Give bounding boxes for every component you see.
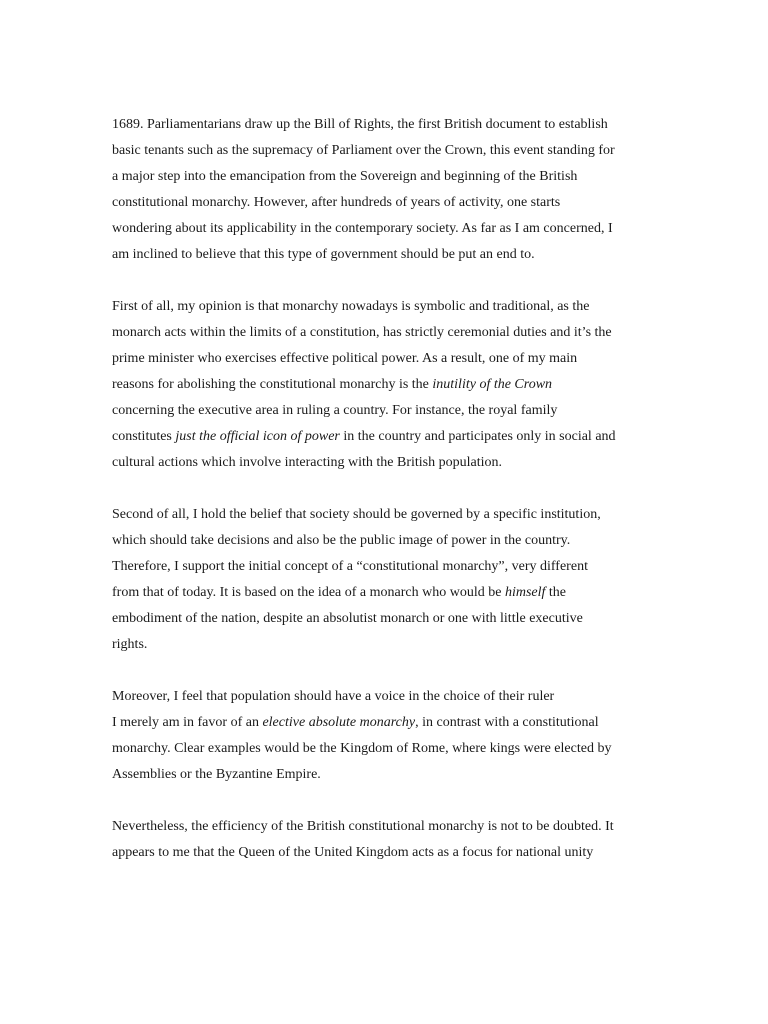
paragraph-gap bbox=[112, 788, 672, 814]
text-run: the bbox=[545, 585, 566, 600]
text-run: , in contrast with a constitutional bbox=[415, 715, 599, 730]
paragraph-gap bbox=[112, 268, 672, 294]
text-line bbox=[112, 372, 672, 398]
text-line bbox=[112, 346, 672, 372]
text-line bbox=[112, 606, 672, 632]
text-run: 1689. Parliamentarians draw up the Bill of Rights, the first British document to establish bbox=[112, 117, 608, 132]
text-run: from that of today. It is based on the idea of a monarch who would be bbox=[112, 585, 505, 600]
text-line bbox=[112, 814, 672, 840]
paragraph-4 bbox=[112, 684, 672, 788]
text-run: prime minister who exercises effective political power. As a result, one of my main bbox=[112, 351, 578, 366]
text-line bbox=[112, 112, 672, 138]
text-line bbox=[112, 320, 672, 346]
text-line bbox=[112, 840, 672, 866]
paragraph-gap bbox=[112, 476, 672, 502]
text-run: I merely am in favor of an bbox=[112, 715, 263, 730]
emphasis-text: just the official icon of power bbox=[175, 429, 340, 444]
text-run: monarch acts within the limits of a constitution, has strictly ceremonial duties and it’s the bbox=[112, 325, 612, 340]
text-line bbox=[112, 580, 672, 606]
emphasis-text: elective absolute monarchy bbox=[262, 715, 416, 730]
text-run: concerning the executive area in ruling a country. For instance, the royal family bbox=[112, 403, 558, 418]
text-line bbox=[112, 684, 672, 710]
text-run: Nevertheless, the efficiency of the British constitutional monarchy is not to be doubted. It bbox=[112, 819, 614, 834]
text-run: wondering about its applicability in the contemporary society. As far as I am concerned, I bbox=[112, 221, 613, 236]
paragraph-gap bbox=[112, 658, 672, 684]
text-run: rights. bbox=[112, 637, 148, 652]
text-line bbox=[112, 398, 672, 424]
text-line bbox=[112, 528, 672, 554]
text-run: constitutes bbox=[112, 429, 176, 444]
text-run: First of all, my opinion is that monarchy nowadays is symbolic and traditional, as the bbox=[112, 299, 590, 314]
text-line bbox=[112, 632, 672, 658]
emphasis-text: inutility of the Crown bbox=[432, 377, 553, 392]
text-line bbox=[112, 736, 672, 762]
text-run: appears to me that the Queen of the United Kingdom acts as a focus for national unity bbox=[112, 845, 594, 860]
text-line bbox=[112, 554, 672, 580]
text-line bbox=[112, 424, 672, 450]
text-line bbox=[112, 138, 672, 164]
text-line bbox=[112, 294, 672, 320]
text-line bbox=[112, 710, 672, 736]
text-run: reasons for abolishing the constitutional monarchy is the bbox=[112, 377, 433, 392]
paragraph-1 bbox=[112, 112, 672, 268]
text-run: Assemblies or the Byzantine Empire. bbox=[112, 767, 321, 782]
text-run: basic tenants such as the supremacy of Parliament over the Crown, this event standing for bbox=[112, 143, 615, 158]
text-run: which should take decisions and also be the public image of power in the country. bbox=[112, 533, 571, 548]
text-run: a major step into the emancipation from the Sovereign and beginning of the British bbox=[112, 169, 578, 184]
text-run: embodiment of the nation, despite an absolutist monarch or one with little executive bbox=[112, 611, 583, 626]
text-run: in the country and participates only in social and bbox=[339, 429, 616, 444]
emphasis-text: himself bbox=[504, 585, 546, 600]
text-line bbox=[112, 502, 672, 528]
text-run: Second of all, I hold the belief that society should be governed by a specific institution, bbox=[112, 507, 601, 522]
text-line bbox=[112, 242, 672, 268]
text-line bbox=[112, 190, 672, 216]
paragraph-5 bbox=[112, 814, 672, 866]
text-run: cultural actions which involve interacting with the British population. bbox=[112, 455, 502, 470]
text-run: am inclined to believe that this type of government should be put an end to. bbox=[112, 247, 535, 262]
text-run: Therefore, I support the initial concept of a “constitutional monarchy”, very different bbox=[112, 559, 588, 574]
text-run: constitutional monarchy. However, after hundreds of years of activity, one starts bbox=[112, 195, 561, 210]
text-line bbox=[112, 164, 672, 190]
paragraph-2 bbox=[112, 294, 672, 476]
text-run: monarchy. Clear examples would be the Kingdom of Rome, where kings were elected by bbox=[112, 741, 612, 756]
text-line bbox=[112, 216, 672, 242]
text-line bbox=[112, 450, 672, 476]
essay-body bbox=[112, 112, 672, 866]
text-line bbox=[112, 762, 672, 788]
text-run: Moreover, I feel that population should have a voice in the choice of their ruler bbox=[112, 689, 555, 704]
paragraph-3 bbox=[112, 502, 672, 658]
